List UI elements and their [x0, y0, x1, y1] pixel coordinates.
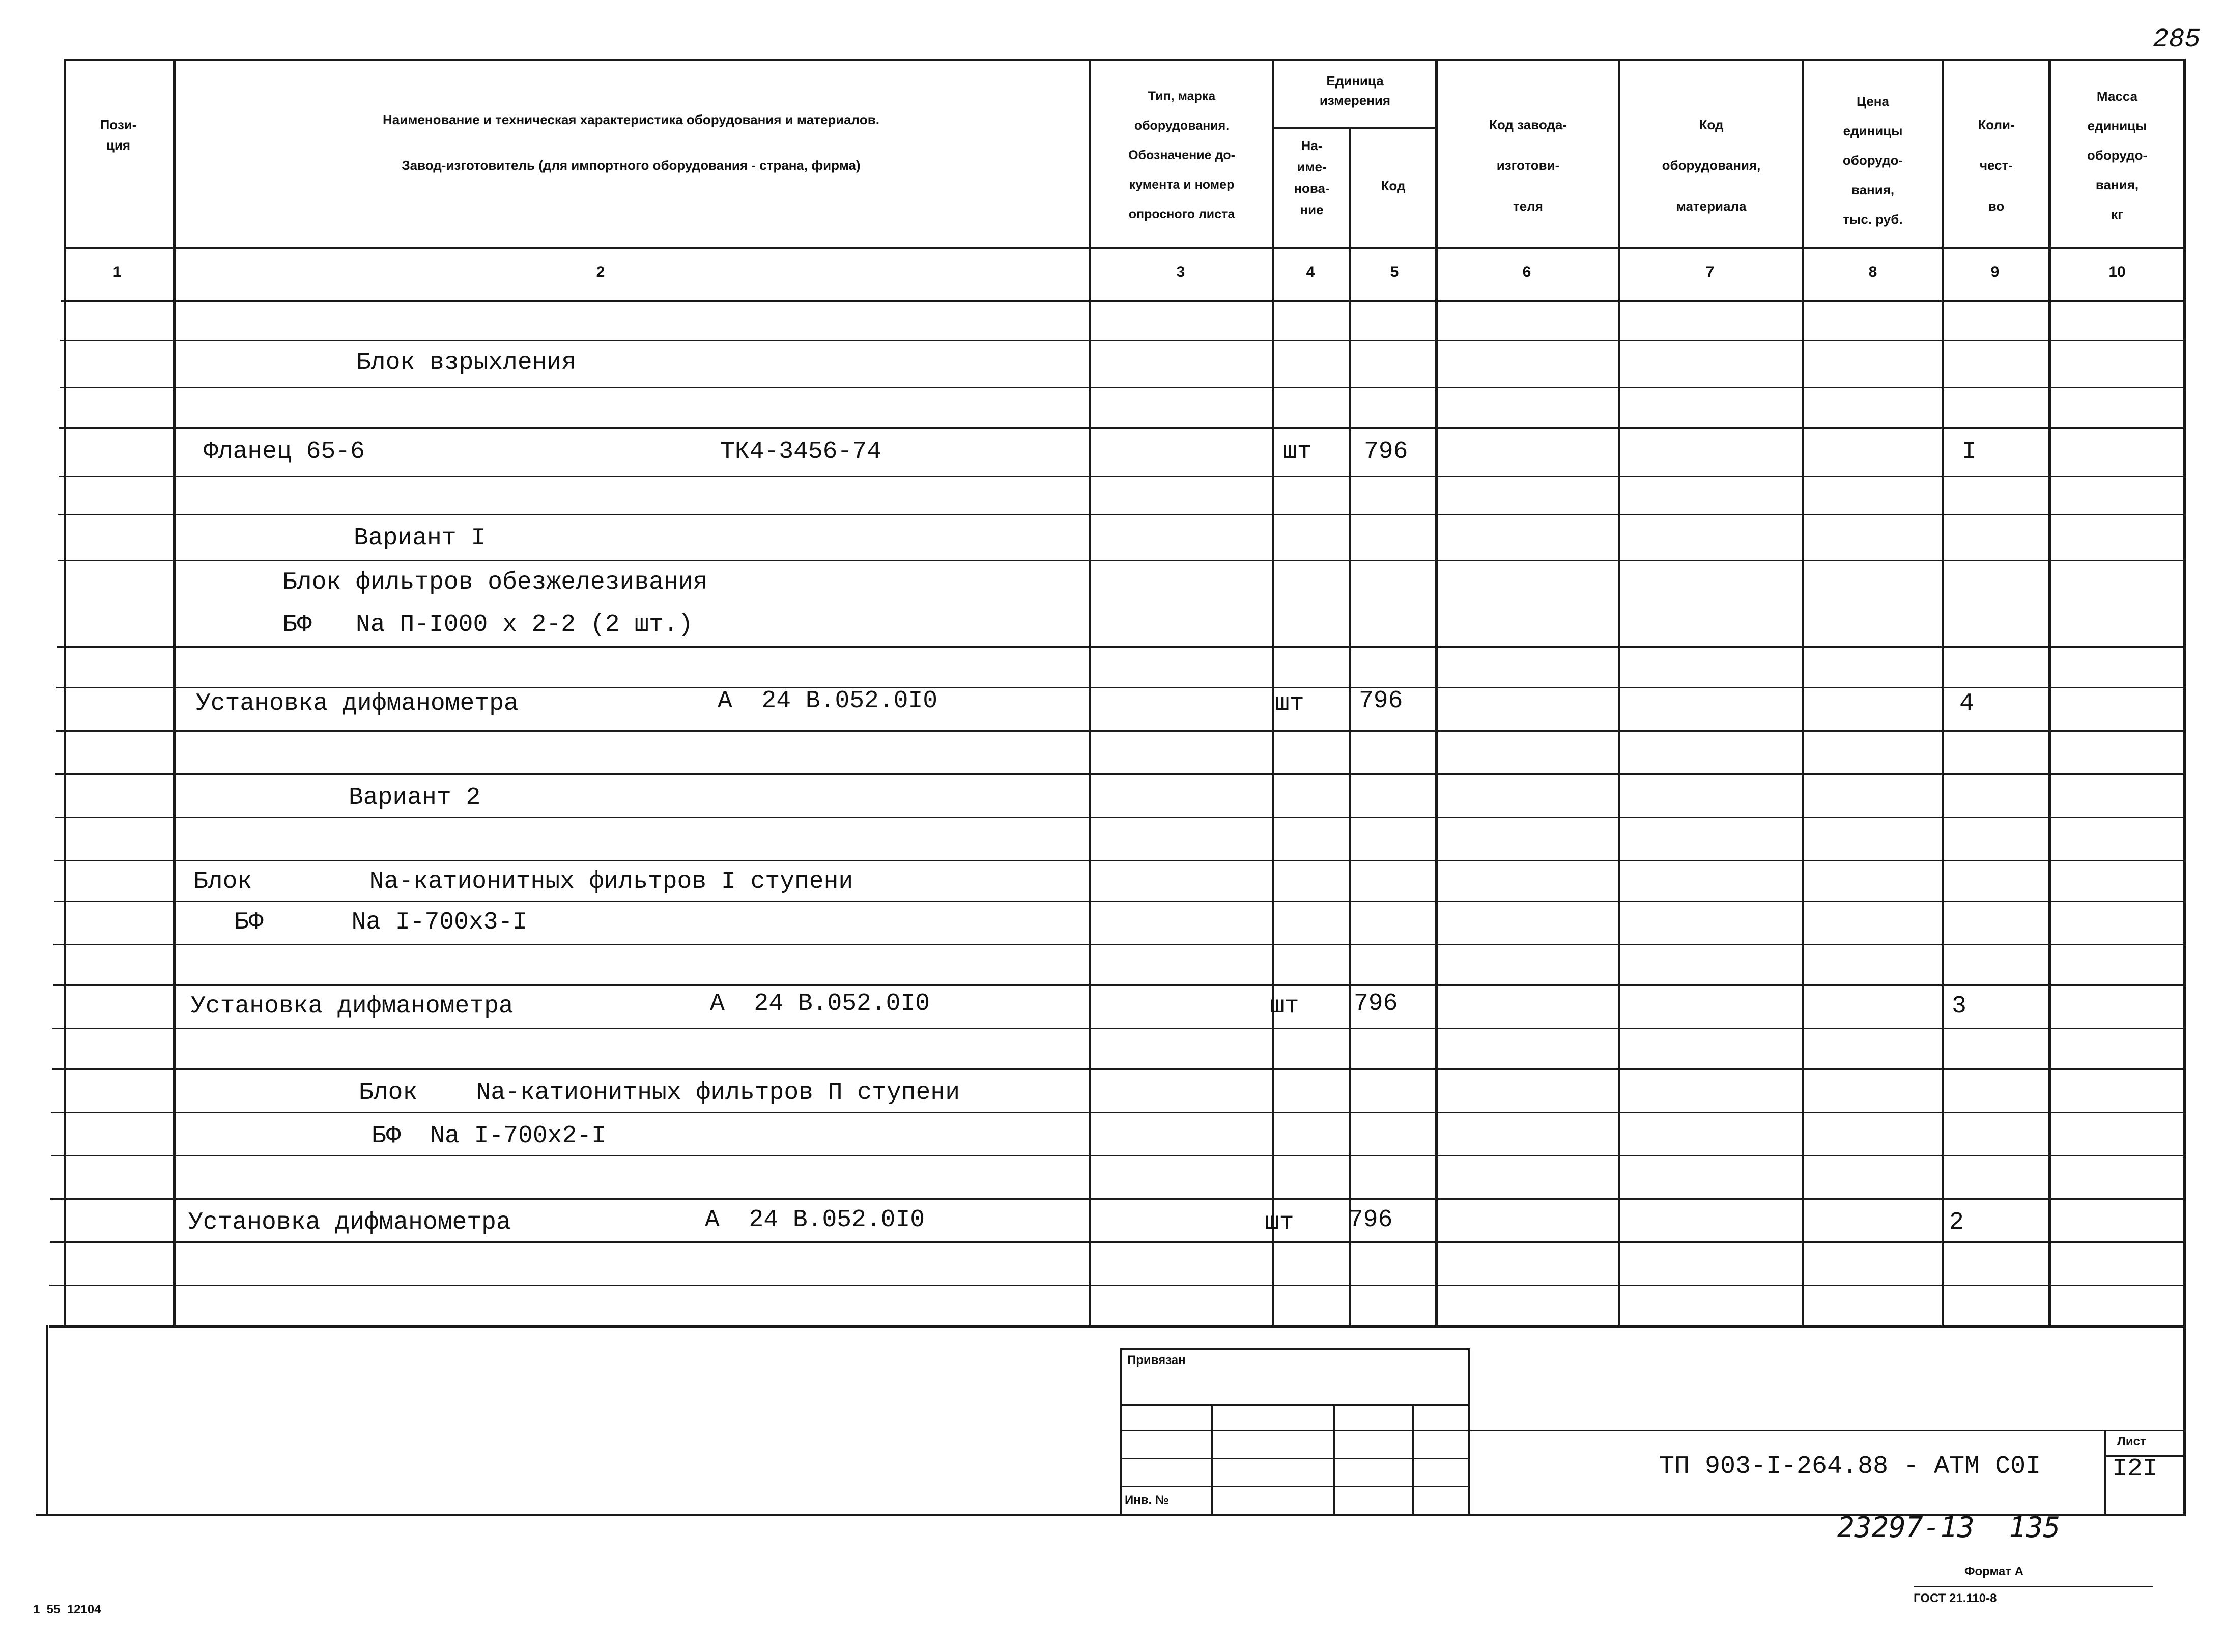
header-mass: Масса единицы оборудо- вания, кг: [2087, 89, 2148, 222]
format-label: Формат А: [1964, 1564, 2024, 1578]
header-unit-name: На- име- нова- ние: [1294, 138, 1330, 217]
row-name: Блок Na-катионитных фильтров I ступени: [193, 868, 853, 895]
row-name: БФ Na I-700x3-I: [234, 909, 528, 936]
header-name-line2: Завод-изготовитель (для импортного оборудования - страна, фирма): [402, 158, 861, 173]
row-unit: шт: [1270, 993, 1299, 1020]
stamp-privyazan: Привязан: [1127, 1353, 1186, 1367]
row-code: 796: [1359, 687, 1403, 715]
row-unit: шт: [1275, 690, 1304, 717]
header-name-line1: Наименование и техническая характеристика оборудования и материалов.: [382, 112, 879, 127]
handwritten-number: 23297-13 135: [1837, 1511, 2061, 1544]
stamp-inv-no: Инв. №: [1125, 1493, 1169, 1507]
stamp-sheet-label: Лист: [2117, 1435, 2146, 1448]
row-name: БФ Na П-I000 x 2-2 (2 шт.): [282, 611, 693, 639]
row-doc: А 24 В.052.0I0: [710, 990, 930, 1018]
row-code: 796: [1349, 1206, 1393, 1234]
row-name: Вариант 2: [349, 784, 481, 811]
header-price: Цена единицы оборудо- вания, тыс. руб.: [1842, 94, 1903, 227]
row-name: Установка дифманометра: [196, 690, 519, 717]
column-number: 5: [1390, 264, 1399, 280]
row-code: 796: [1364, 438, 1408, 466]
header-type: Тип, марка оборудования. Обозначение до- кумента и номер опросного листа: [1128, 89, 1235, 221]
corner-mark: 285: [2153, 24, 2201, 54]
gost-label: ГОСТ 21.110-8: [1914, 1591, 1997, 1605]
archive-number: 1 55 12104: [33, 1603, 101, 1616]
row-name: Установка дифманометра: [191, 993, 514, 1020]
row-name: Блок фильтров обезжелезивания: [282, 569, 708, 596]
row-doc: А 24 В.052.0I0: [718, 687, 938, 715]
column-number: 8: [1868, 264, 1877, 280]
stamp-sheet-number: I2I: [2112, 1455, 2158, 1484]
column-number: 9: [1990, 264, 2000, 280]
row-unit: шт: [1265, 1209, 1294, 1236]
row-name: Установка дифманометра: [188, 1209, 511, 1236]
row-qty: 4: [1959, 690, 1974, 717]
header-unit-code: Код: [1381, 178, 1406, 193]
header-equipment-code: Код оборудования, материала: [1662, 117, 1761, 214]
column-number: 6: [1522, 264, 1531, 280]
header-position: Пози- ция: [100, 117, 137, 153]
header-quantity: Коли- чест- во: [1978, 117, 2015, 214]
row-name: Фланец 65-6: [204, 438, 365, 466]
header-factory-code: Код завода- изготови- теля: [1489, 117, 1567, 214]
column-number: 7: [1705, 264, 1715, 280]
row-unit: шт: [1282, 438, 1312, 466]
row-qty: I: [1962, 438, 1977, 466]
row-name: Блок Na-катионитных фильтров П ступени: [359, 1079, 960, 1107]
header-unit-group: Единица измерения: [1319, 73, 1391, 108]
column-number: 1: [112, 264, 122, 280]
column-number: 10: [2108, 264, 2126, 280]
row-qty: 2: [1949, 1209, 1964, 1236]
column-number: 3: [1176, 264, 1185, 280]
row-name: Вариант I: [354, 525, 486, 552]
column-number: 2: [596, 264, 605, 280]
column-number: 4: [1306, 264, 1315, 280]
row-doc: А 24 В.052.0I0: [705, 1206, 925, 1234]
row-name: БФ Na I-700x2-I: [372, 1122, 606, 1150]
row-code: 796: [1354, 990, 1398, 1018]
row-doc: ТК4-3456-74: [720, 438, 881, 466]
row-qty: 3: [1952, 993, 1966, 1020]
stamp-doc-code: ТП 903-I-264.88 - АТМ С0I: [1659, 1452, 2041, 1481]
row-name: Блок взрыхления: [356, 349, 577, 376]
